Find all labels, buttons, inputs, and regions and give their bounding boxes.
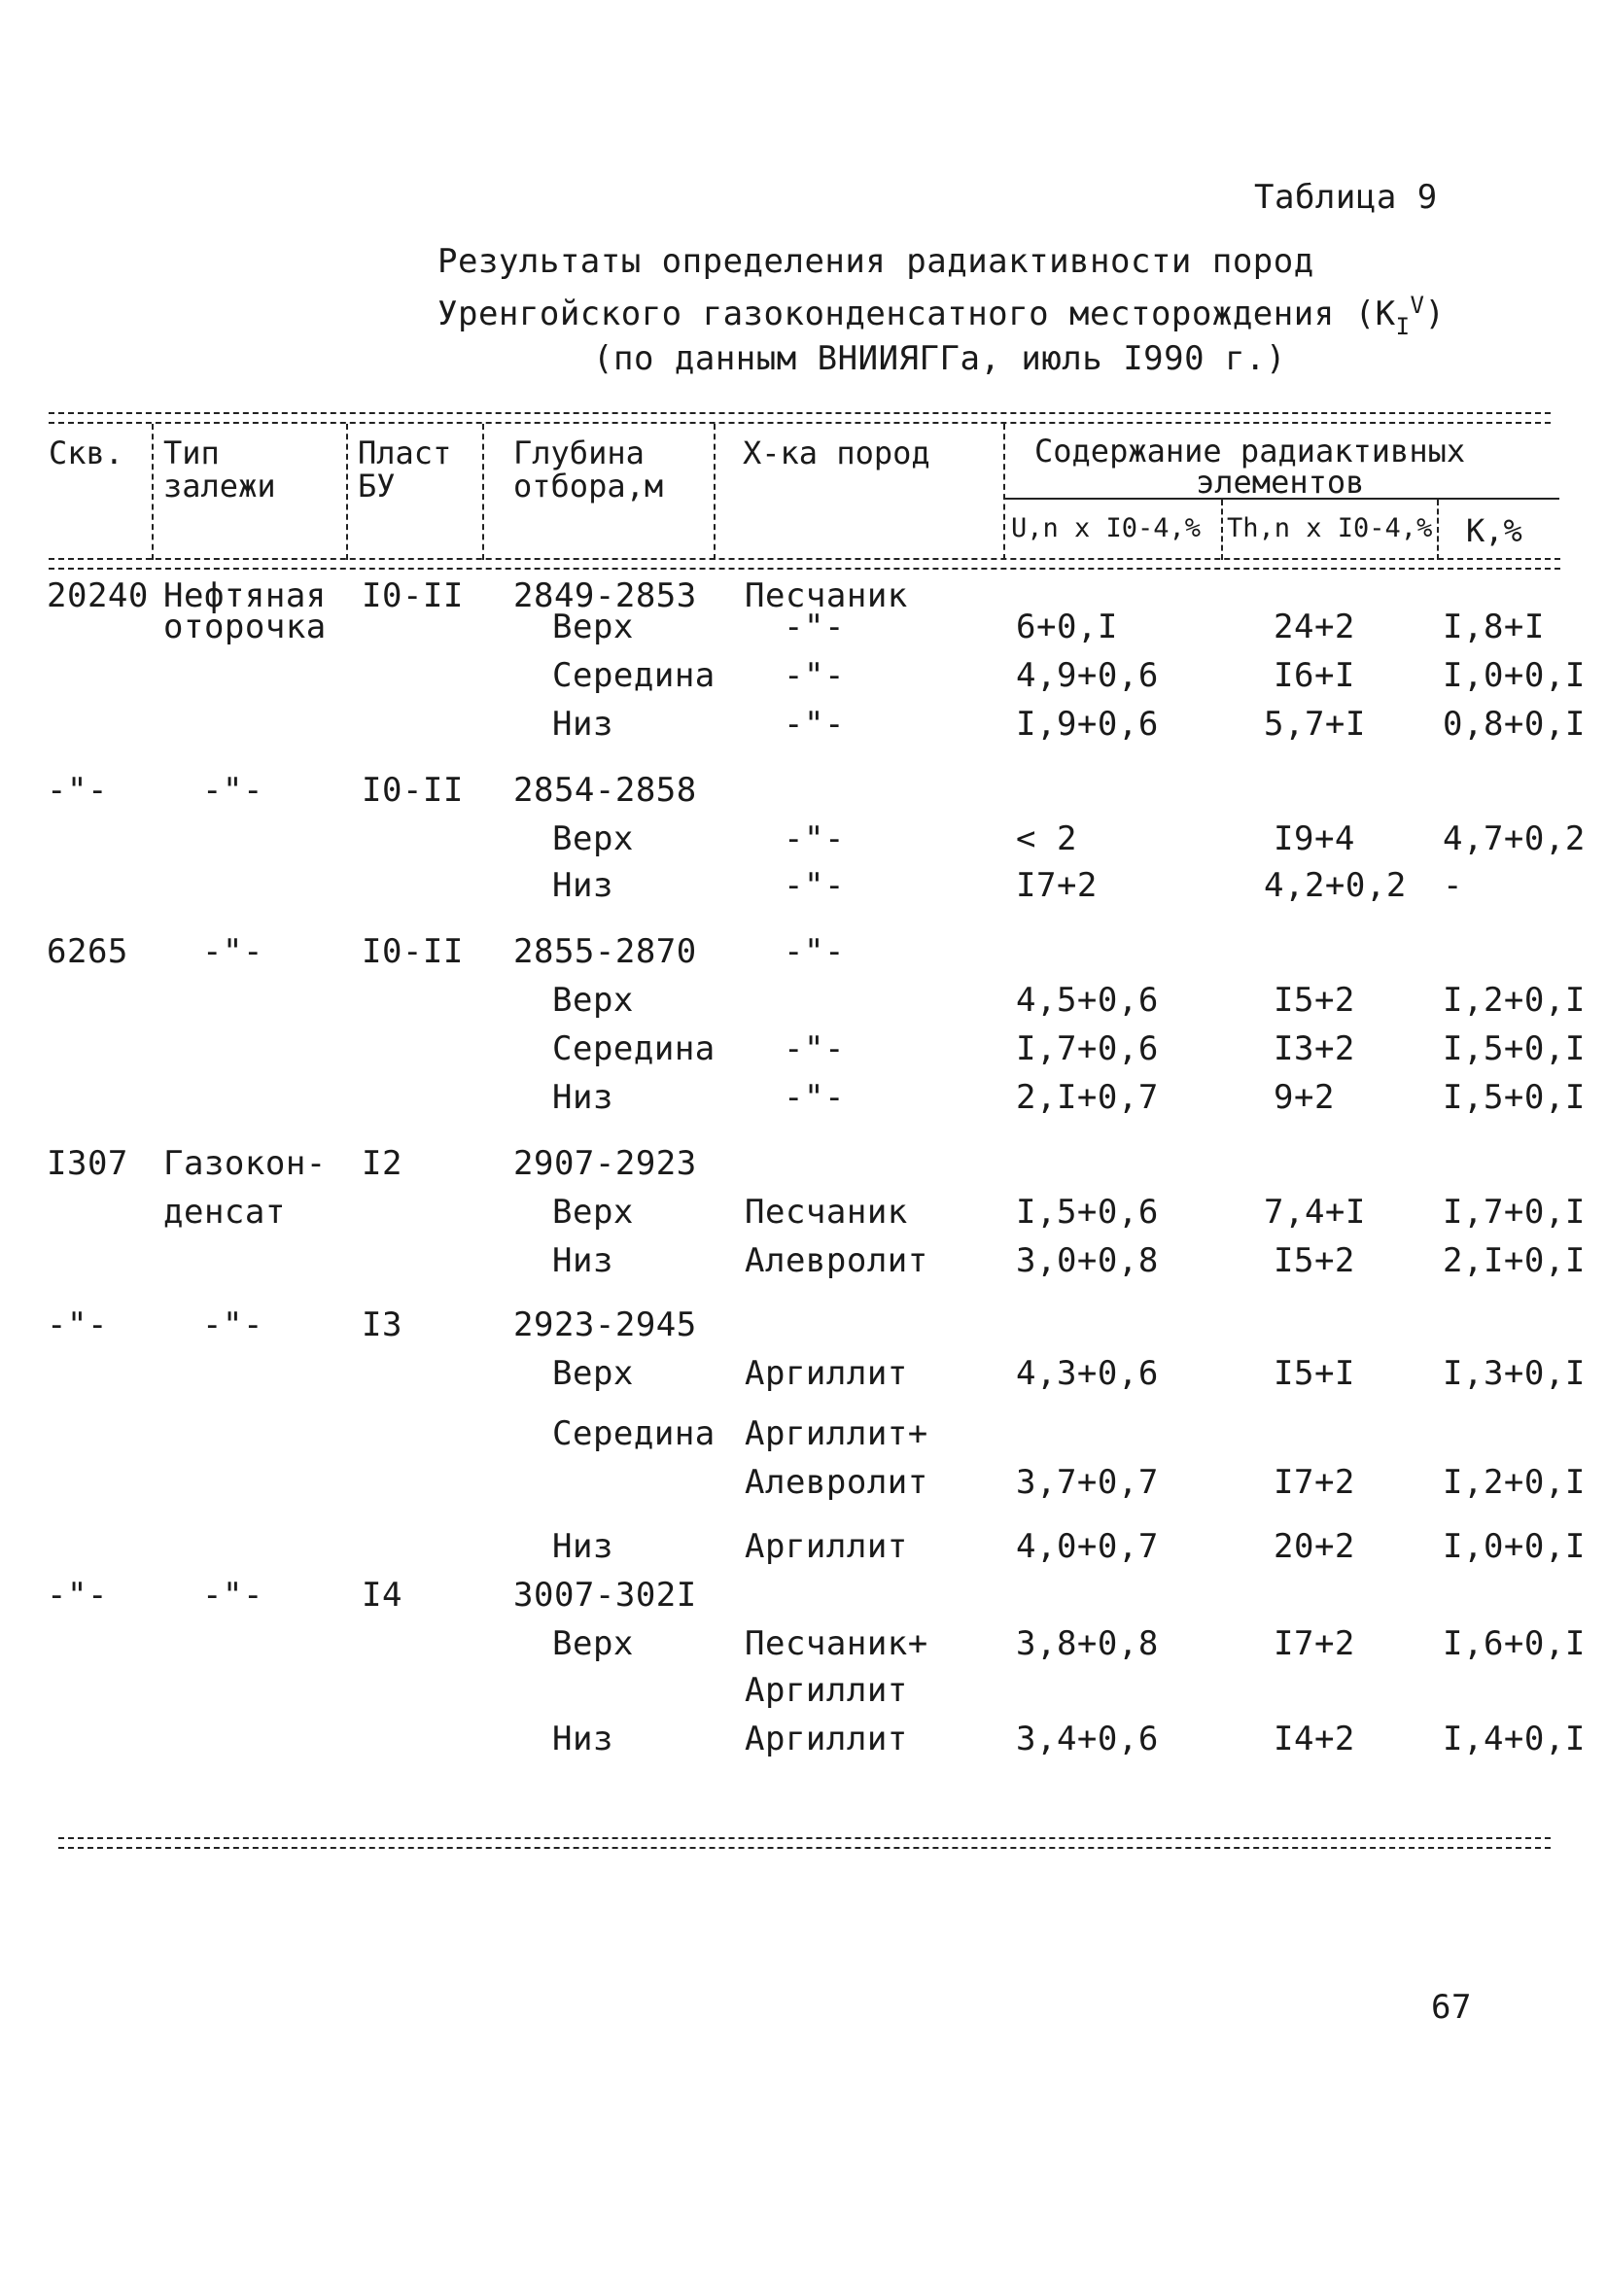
cell-depth: 2849-2853 [513,576,697,615]
cell-u: 4,5+0,6 [1016,981,1159,1020]
cell-u: I7+2 [1016,866,1098,905]
cell-depth: 2855-2870 [513,932,697,971]
cell-type: -"- [202,932,263,971]
cell-th: I3+2 [1274,1029,1355,1068]
cell-k: 2,I+0,I [1443,1241,1586,1280]
cell-u: 4,0+0,7 [1016,1527,1159,1566]
cell-k: 0,8+0,I [1443,705,1586,744]
cell-k: I,6+0,I [1443,1624,1586,1663]
col-sep-6 [1221,500,1223,560]
cell-rock: Песчаник [745,576,908,615]
col-plast-2: БУ [358,468,396,504]
col-uranium: U,n x I0-4,% [1011,513,1202,543]
cell-depth: Верх [552,981,634,1020]
cell-k: I,5+0,I [1443,1029,1586,1068]
cell-plast: I2 [362,1144,402,1183]
col-sep-5 [1003,424,1005,560]
cell-depth: Верх [552,608,634,646]
cell-depth: Середина [552,656,716,695]
cell-type: Нефтяная [163,576,327,615]
cell-rock: Аргиллит [745,1527,908,1566]
col-sep-1 [152,424,154,560]
cell-depth: Низ [552,1527,613,1566]
cell-k: I,5+0,I [1443,1078,1586,1117]
cell-depth: 2907-2923 [513,1144,697,1183]
cell-depth: Верх [552,1193,634,1232]
cell-th: 9+2 [1274,1078,1335,1117]
cell-type: -"- [202,771,263,810]
col-content-2: элементов [1196,464,1365,501]
cell-k: I,8+I [1443,608,1545,646]
cell-rock: Аргиллит [745,1720,908,1758]
title-subscript: I [1395,313,1411,340]
cell-skv: -"- [47,1576,108,1615]
cell-skv: -"- [47,771,108,810]
cell-depth: Низ [552,1720,613,1758]
cell-skv: 6265 [47,932,128,971]
cell-u: < 2 [1016,819,1077,858]
cell-depth: Верх [552,1354,634,1393]
cell-k: I,2+0,I [1443,1463,1586,1502]
col-type-1: Тип [163,435,220,471]
cell-skv: -"- [47,1305,108,1344]
col-plast-1: Пласт [358,435,452,471]
cell-u: 4,9+0,6 [1016,656,1159,695]
cell-th: I9+4 [1274,819,1355,858]
cell-k: I,4+0,I [1443,1720,1586,1758]
cell-plast: I0-II [362,932,464,971]
cell-rock: -"- [784,1078,845,1117]
cell-rock: -"- [784,705,845,744]
table-header-rule [49,558,1560,570]
cell-th: I7+2 [1274,1463,1355,1502]
col-rock: Х-ка пород [743,435,930,471]
cell-th: I4+2 [1274,1720,1355,1758]
cell-k: I,0+0,I [1443,656,1586,695]
cell-depth: 3007-302I [513,1576,697,1615]
cell-skv: 20240 [47,576,149,615]
cell-rock: -"- [784,608,845,646]
cell-th: 20+2 [1274,1527,1355,1566]
cell-th: 24+2 [1274,608,1355,646]
cell-rock: -"- [784,932,845,971]
cell-plast: I0-II [362,576,464,615]
cell-rock: Аргиллит [745,1354,908,1393]
cell-k: - [1443,866,1463,905]
col-sep-2 [346,424,348,560]
cell-rock: -"- [784,819,845,858]
cell-rock: Алевролит [745,1241,928,1280]
title-line-2-text: Уренгойского газоконденсатного месторождения (K [437,295,1396,333]
cell-depth: Середина [552,1029,716,1068]
cell-depth: Низ [552,1078,613,1117]
cell-depth: 2923-2945 [513,1305,697,1344]
cell-type: оторочка [163,608,327,646]
cell-th: I5+2 [1274,1241,1355,1280]
cell-rock: Песчаник+ [745,1624,928,1663]
cell-th: 4,2+0,2 [1264,866,1407,905]
cell-depth: 2854-2858 [513,771,697,810]
col-depth-2: отбора,м [513,468,664,504]
cell-depth: Верх [552,819,634,858]
col-potassium: K,% [1466,512,1522,549]
title-close: ) [1424,295,1446,333]
cell-type: денсат [163,1193,286,1232]
cell-depth: Низ [552,1241,613,1280]
cell-u: 3,4+0,6 [1016,1720,1159,1758]
cell-rock: Алевролит [745,1463,928,1502]
cell-u: 3,0+0,8 [1016,1241,1159,1280]
col-skv: Скв. [49,435,124,471]
cell-th: I5+2 [1274,981,1355,1020]
col-thorium: Th,n x I0-4,% [1227,513,1433,543]
table-label: Таблица 9 [1254,178,1438,217]
cell-rock: -"- [784,866,845,905]
cell-k: I,7+0,I [1443,1193,1586,1232]
table-bottom-rule [58,1837,1551,1849]
cell-u: 3,8+0,8 [1016,1624,1159,1663]
cell-u: 4,3+0,6 [1016,1354,1159,1393]
col-content-1: Содержание радиактивных [1034,433,1466,470]
cell-depth: Середина [552,1414,716,1453]
cell-type: Газокон- [163,1144,327,1183]
col-sep-7 [1437,500,1439,560]
table-top-rule [49,412,1551,424]
cell-rock: Аргиллит+ [745,1414,928,1453]
cell-k: I,0+0,I [1443,1527,1586,1566]
title-superscript: V [1410,292,1425,319]
cell-depth: Низ [552,866,613,905]
cell-type: -"- [202,1576,263,1615]
cell-type: -"- [202,1305,263,1344]
cell-u: I,7+0,6 [1016,1029,1159,1068]
cell-depth: Низ [552,705,613,744]
cell-th: I7+2 [1274,1624,1355,1663]
cell-plast: I0-II [362,771,464,810]
cell-rock: -"- [784,656,845,695]
title-line-2 [437,294,1445,338]
cell-th: I5+I [1274,1354,1355,1393]
cell-rock: Аргиллит [745,1671,908,1710]
col-depth-1: Глубина [513,435,645,471]
cell-u: 6+0,I [1016,608,1118,646]
title-line-1: Результаты определения радиактивности пород [437,242,1314,281]
cell-th: 7,4+I [1264,1193,1366,1232]
cell-depth: Верх [552,1624,634,1663]
cell-u: I,5+0,6 [1016,1193,1159,1232]
cell-rock: Песчаник [745,1193,908,1232]
cell-rock: -"- [784,1029,845,1068]
cell-plast: I4 [362,1576,402,1615]
cell-k: 4,7+0,2 [1443,819,1586,858]
col-sep-4 [714,424,716,560]
cell-th: 5,7+I [1264,705,1366,744]
cell-plast: I3 [362,1305,402,1344]
cell-k: I,3+0,I [1443,1354,1586,1393]
page-number: 67 [1431,1988,1472,2027]
cell-u: 3,7+0,7 [1016,1463,1159,1502]
title-line-3: (по данным ВНИИЯГГа, июль I990 г.) [593,339,1286,378]
col-type-2: залежи [163,468,276,504]
cell-th: I6+I [1274,656,1355,695]
cell-k: I,2+0,I [1443,981,1586,1020]
cell-u: 2,I+0,7 [1016,1078,1159,1117]
cell-u: I,9+0,6 [1016,705,1159,744]
cell-skv: I307 [47,1144,128,1183]
col-sep-3 [482,424,484,560]
